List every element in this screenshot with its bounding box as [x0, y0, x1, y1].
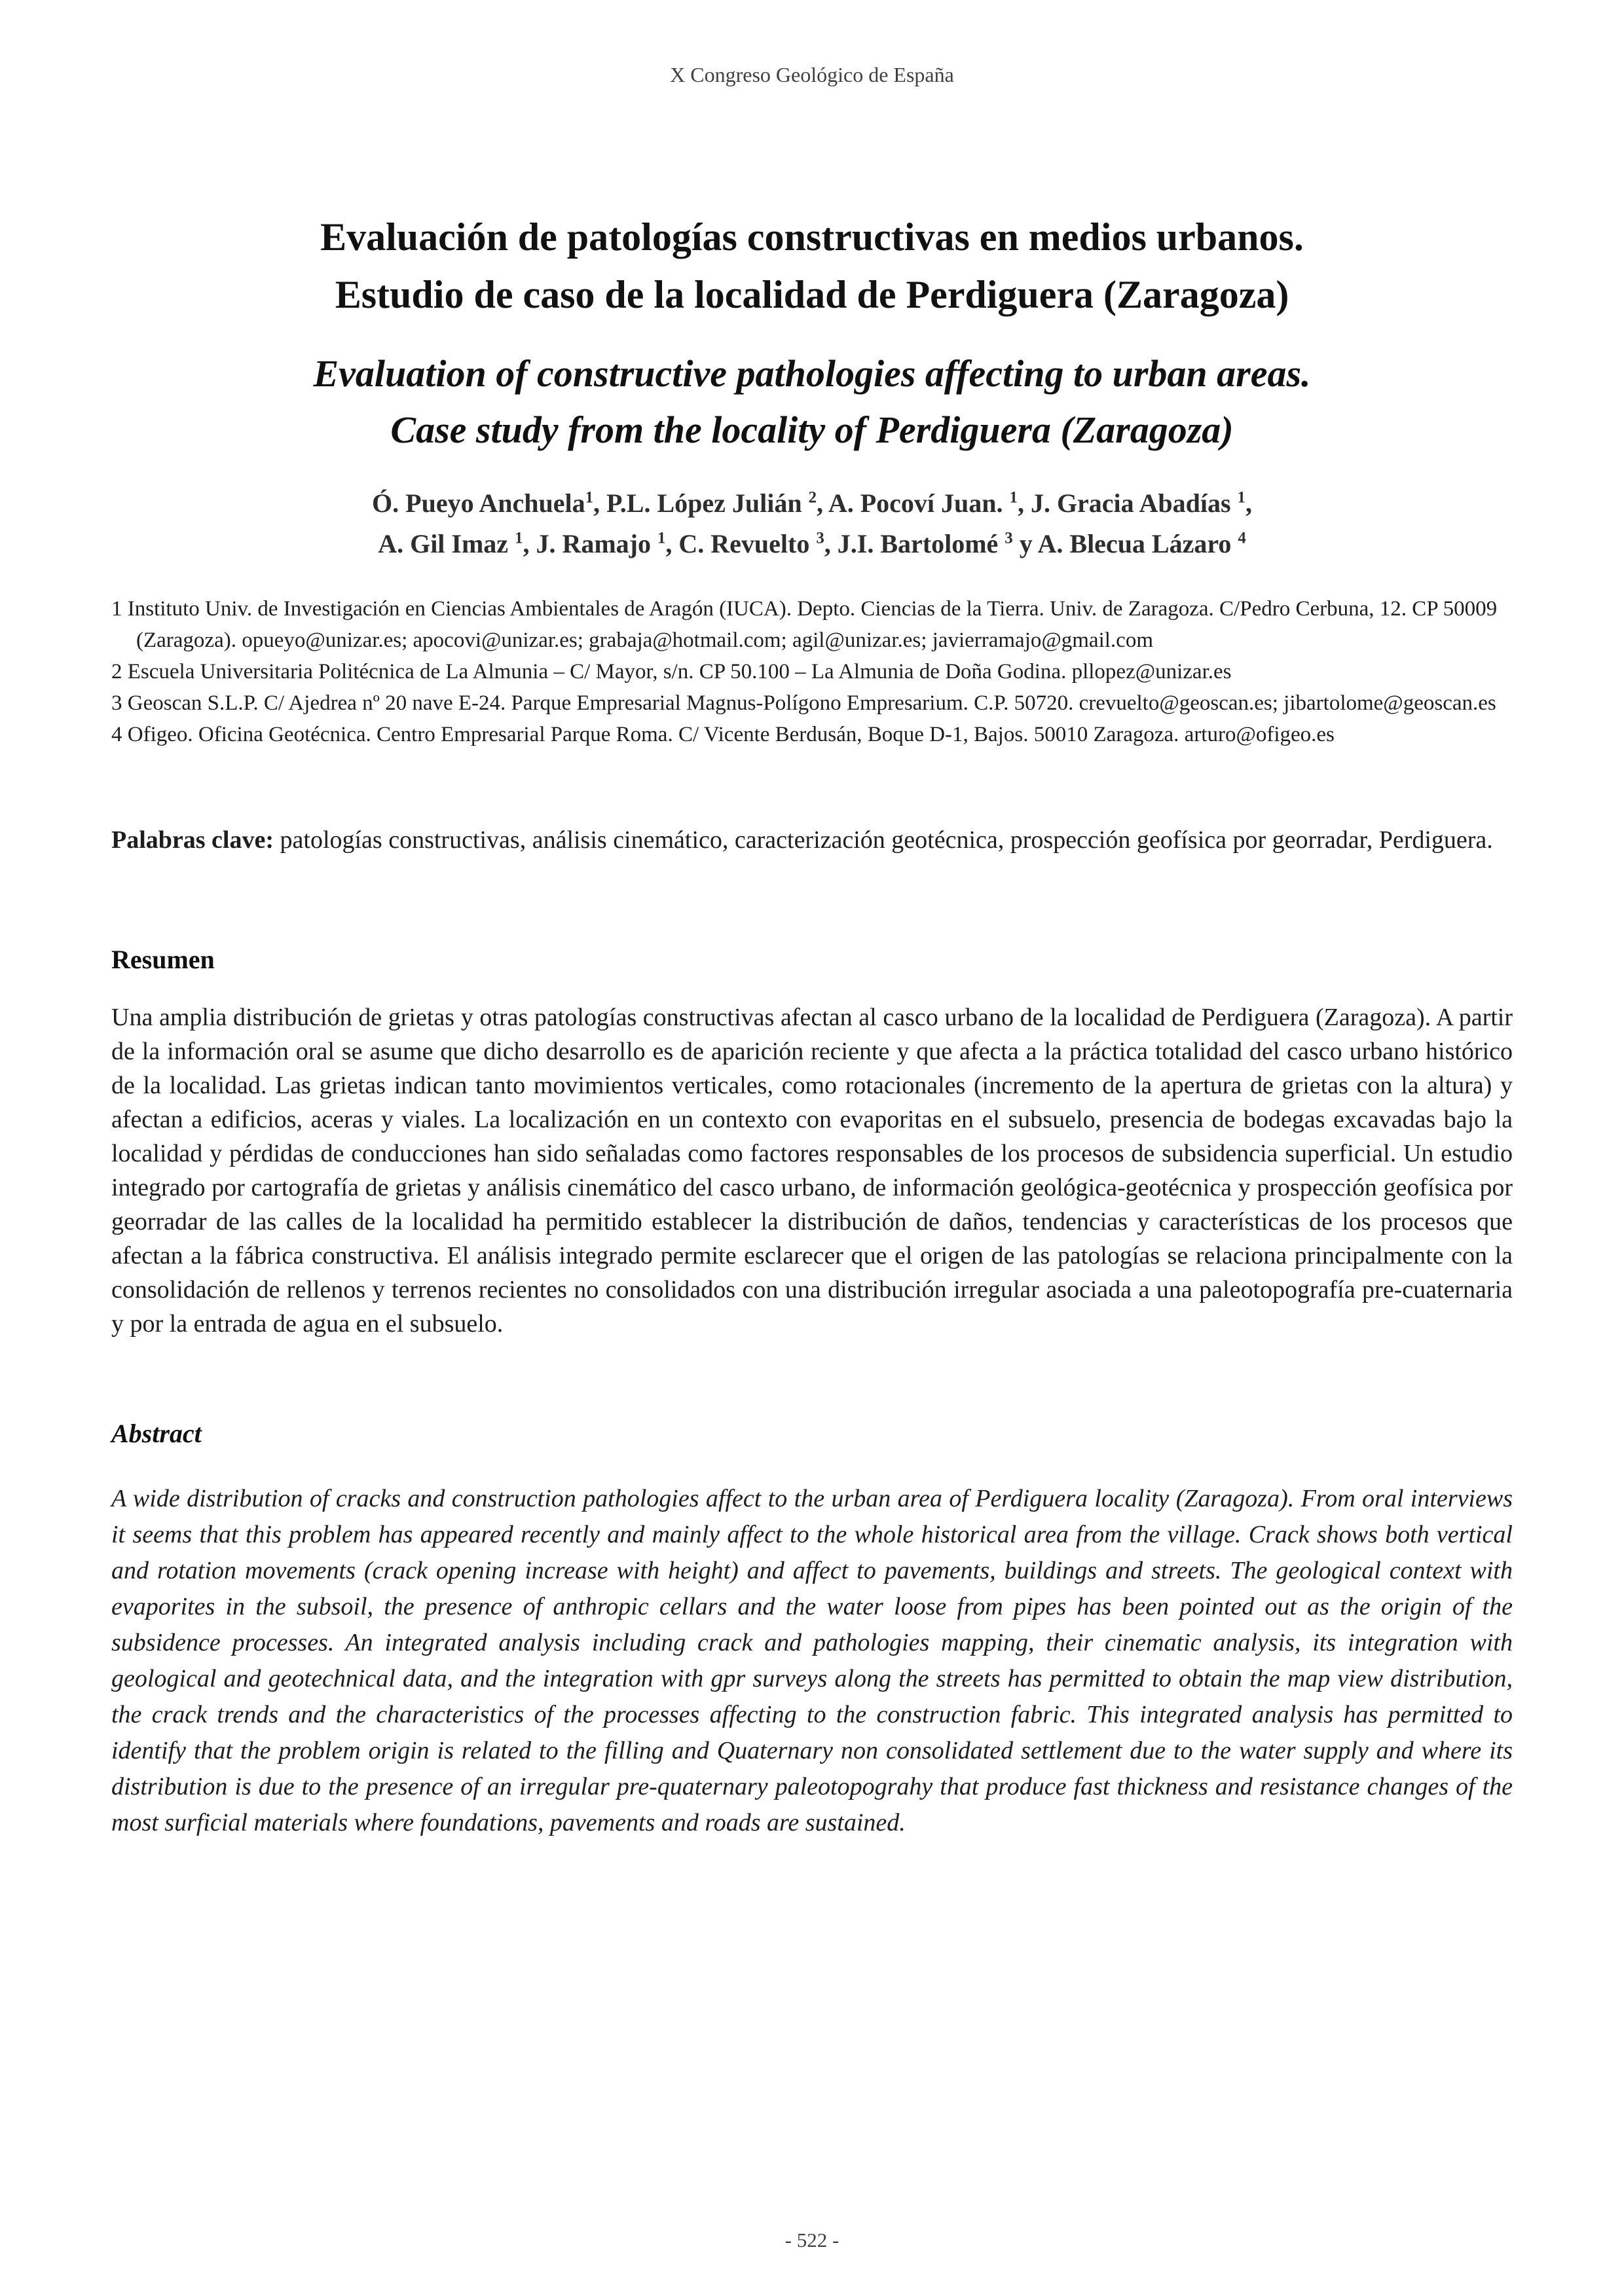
affiliation-item: 1 Instituto Univ. de Investigación en Ciencias Ambientales de Aragón (IUCA). Depto. Ciencias de la Tierra. Univ. de Zaragoza. C/Pedro Cerbuna, 12. CP 50009 (Zaragoza). opueyo@unizar.es; apocovi@unizar.es; grabaja@hotmail.com; agil@unizar.es; javierramajo@gmail.com — [111, 597, 1498, 652]
author-name: P.L. López Julián — [606, 488, 809, 518]
author-name: J.I. Bartolomé — [837, 529, 1005, 558]
keywords-text: patologías constructivas, análisis cinemático, caracterización geotécnica, prospección geofísica por georradar, Perdiguera. — [274, 826, 1493, 854]
title-spanish-line1: Evaluación de patologías constructivas en medios urbanos. — [320, 215, 1304, 259]
author-affiliation-marker: 1 — [1237, 488, 1246, 507]
author-name: Ó. Pueyo Anchuela — [372, 488, 585, 518]
author-name: J. Gracia Abadías — [1030, 488, 1238, 518]
author-affiliation-marker: 3 — [1005, 529, 1013, 547]
affiliations — [111, 593, 1518, 750]
affiliation-item: 3 Geoscan S.L.P. C/ Ajedrea nº 20 nave E-24. Parque Empresarial Magnus-Polígono Empresarium. C.P. 50720. crevuelto@geoscan.es; jibartolome@geoscan.es — [111, 691, 1496, 715]
abstract-body: A wide distribution of cracks and construction pathologies affect to the urban area of Perdiguera locality (Zaragoza). From oral interviews it seems that this problem has appeared recently and mainly affect to the whole historical area from the village. Crack shows both vertical and rotation movements (crack opening increase with height) and affect to pavements, buildings and streets. The geological context with evaporites in the subsoil, the presence of anthropic cellars and the water loose from pipes has been pointed out as the origin of the subsidence processes. An integrated analysis including crack and pathologies mapping, their cinematic analysis, its integration with geological and geotechnical data, and the integration with gpr surveys along the streets has permitted to obtain the map view distribution, the crack trends and the characteristics of the processes affecting to the construction fabric. This integrated analysis has permitted to identify that the problem origin is related to the filling and Quaternary non consolidated settlement due to the water supply and where its distribution is due to the presence of an irregular pre-quaternary paleotopograhy that produce fast thickness and resistance changes of the most surficial materials where foundations, pavements and roads are sustained. — [111, 1485, 1513, 1836]
author-name: A. Blecua Lázaro — [1037, 529, 1238, 558]
title-english-line2: Case study from the locality of Perdiguera (Zaragoza) — [390, 409, 1234, 451]
abstract-heading: Abstract — [111, 1419, 202, 1448]
author-name: C. Revuelto — [678, 529, 817, 558]
keywords — [111, 822, 1513, 858]
author-name: J. Ramajo — [536, 529, 657, 558]
author-affiliation-marker: 1 — [657, 529, 666, 547]
author-list — [111, 483, 1513, 564]
author-line-2: A. Gil Imaz $^1$, J. Ramajo $^1$, C. Revuelto $^3$, J.I. Bartolomé $^3$ y A. Blecua Lázaro $^4$ — [378, 529, 1246, 558]
author-affiliation-marker: 1 — [585, 488, 594, 507]
author-line-1: Ó. Pueyo Anchuela$^1$, P.L. López Julián $^2$, A. Pocoví Juan. $^1$, J. Gracia Abadías $^1$, — [372, 488, 1252, 518]
title-spanish — [111, 208, 1513, 323]
title-english — [111, 346, 1513, 458]
affiliation-item: 2 Escuela Universitaria Politécnica de La Almunia – C/ Mayor, s/n. CP 50.100 – La Almunia de Doña Godina. pllopez@unizar.es — [111, 660, 1232, 683]
resumen-heading: Resumen — [111, 945, 215, 974]
author-affiliation-marker: 4 — [1238, 529, 1246, 547]
author-affiliation-marker: 3 — [816, 529, 824, 547]
title-spanish-line2: Estudio de caso de la localidad de Perdiguera (Zaragoza) — [335, 273, 1289, 316]
running-header: X Congreso Geológico de España — [670, 63, 954, 86]
page-number: - 522 - — [784, 2229, 840, 2251]
author-affiliation-marker: 1 — [515, 529, 523, 547]
title-english-line1: Evaluation of constructive pathologies affecting to urban areas. — [313, 352, 1311, 395]
author-affiliation-marker: 2 — [808, 488, 817, 507]
author-affiliation-marker: 1 — [1009, 488, 1018, 507]
affiliation-item: 4 Ofigeo. Oficina Geotécnica. Centro Empresarial Parque Roma. C/ Vicente Berdusán, Boque D-1, Bajos. 50010 Zaragoza. arturo@ofigeo.es — [111, 723, 1335, 746]
keywords-label: Palabras clave: — [111, 826, 274, 854]
resumen-body: Una amplia distribución de grietas y otras patologías constructivas afectan al casco urbano de la localidad de Perdiguera (Zaragoza). A partir de la información oral se asume que dicho desarrollo es de aparición reciente y que afecta a la práctica totalidad del casco urbano histórico de la localidad. Las grietas indican tanto movimientos verticales, como rotacionales (incremento de la apertura de grietas con la altura) y afectan a edificios, aceras y viales. La localización en un contexto con evaporitas en el subsuelo, presencia de bodegas excavadas bajo la localidad y pérdidas de conducciones han sido señaladas como factores responsables de los procesos de subsidencia superficial. Un estudio integrado por cartografía de grietas y análisis cinemático del casco urbano, de información geológica-geotécnica y prospección geofísica por georradar de las calles de la localidad ha permitido establecer la distribución de daños, tendencias y características de los procesos que afectan a la fábrica constructiva. El análisis integrado permite esclarecer que el origen de las patologías se relaciona principalmente con la consolidación de rellenos y terrenos recientes no consolidados con una distribución irregular asociada a una paleotopografía pre-cuaternaria y por la entrada de agua en el subsuelo. — [111, 1004, 1513, 1338]
author-name: A. Gil Imaz — [378, 529, 515, 558]
author-name: A. Pocoví Juan. — [828, 488, 1010, 518]
